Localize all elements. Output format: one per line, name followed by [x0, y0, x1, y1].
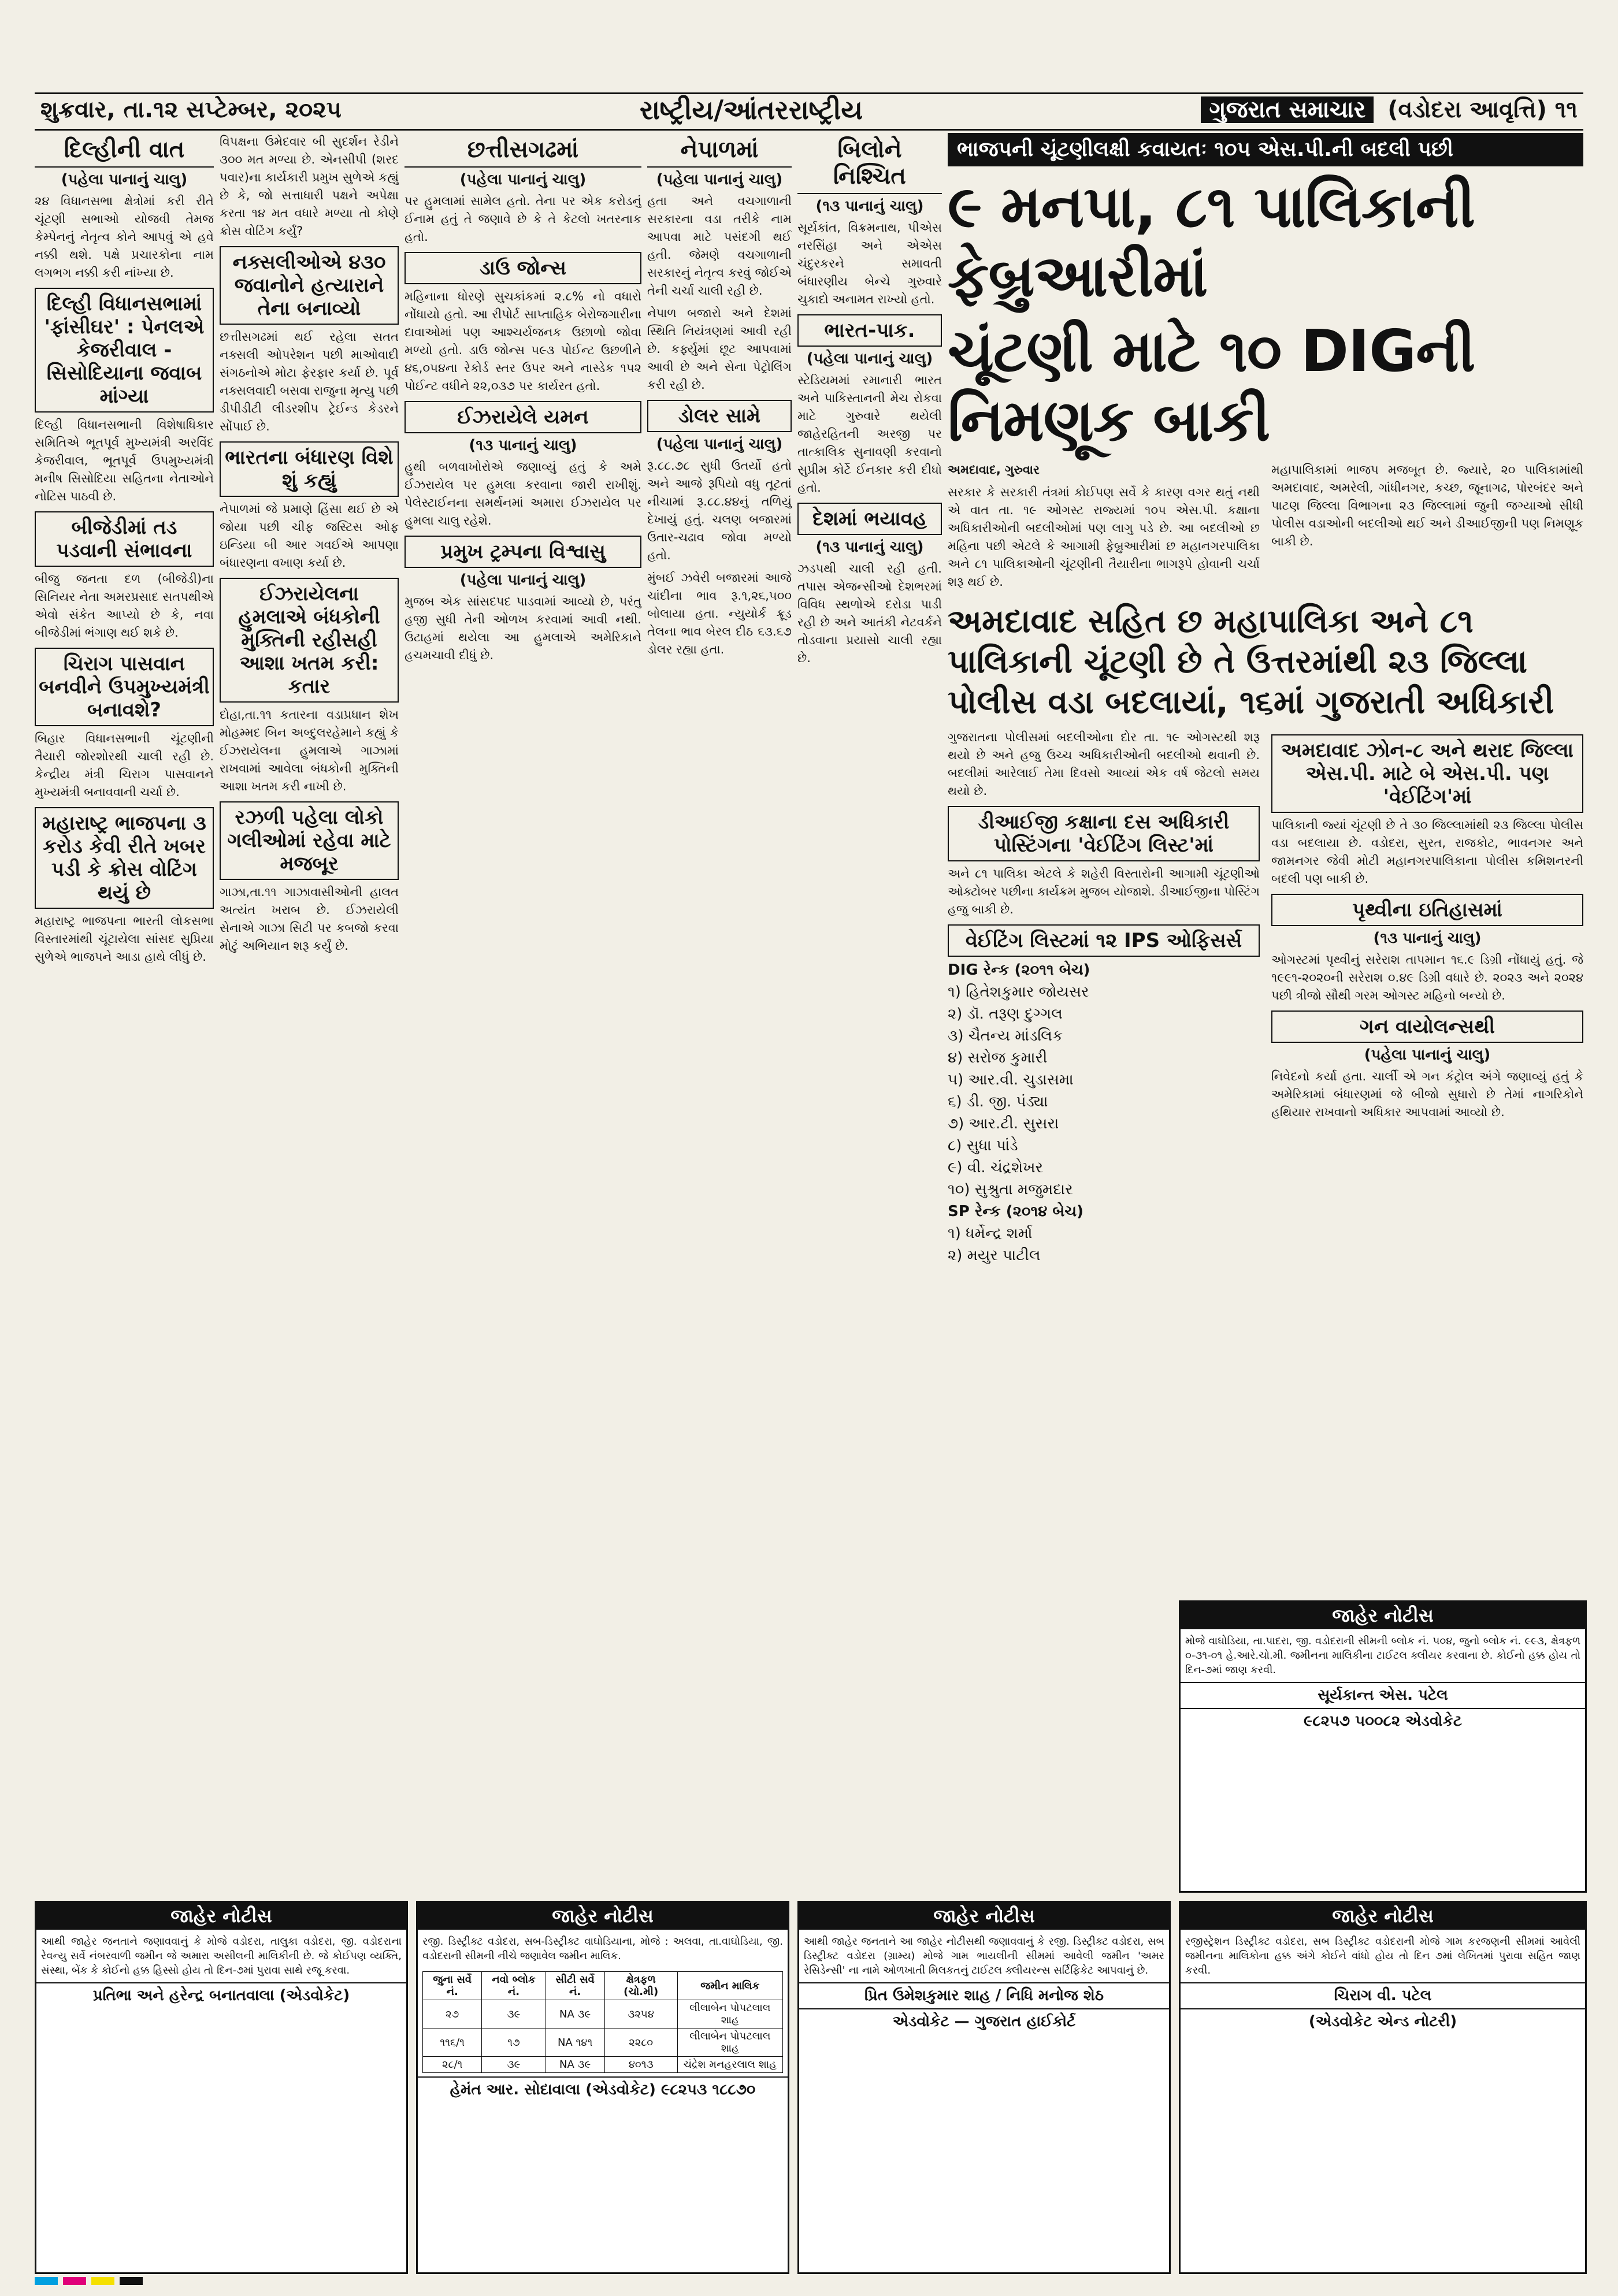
list-item: ૬) ડી. જી. પંડ્યા — [948, 1093, 1048, 1110]
table-cell: ચંદ્રેશ મનહરલાલ શાહ — [677, 2057, 782, 2073]
table-header-cell: નવો બ્લોક નં. — [482, 1972, 545, 2000]
article-text: મહાપાલિકામાં ભાજપ મજબૂત છે. જ્યારે, ૨૦ પાલિકામાંથી અમદાવાદ, અમરેલી, ગાંધીનગર, કચ્છ, જૂનાગઢ, પોરબંદર અને પાટણ જિલ્લા વિભાગના ૨૩ જિલ્લામાં જુની જગ્યાઓ સીધી પોલીસ વડાઓની બદલીઓ થઈ અને ડીઆઈજીની પણ નિમણૂક બાકી છે. — [1271, 463, 1583, 548]
table-cell: ૨૨૮૦ — [604, 2028, 677, 2057]
edition-text: (વડોદરા આવૃત્તિ) ૧૧ — [1387, 96, 1578, 123]
public-notice-5 — [1179, 1901, 1587, 2274]
list-item: ૭) આર.ટી. સુસરા — [948, 1115, 1059, 1132]
table-header-cell: જુના સર્વે નં. — [423, 1972, 482, 2000]
continued-label: (પહેલા પાનાનું ચાલુ) — [656, 436, 783, 453]
lead-story — [948, 133, 1583, 1589]
color-swatch — [91, 2277, 114, 2285]
land-table — [422, 1971, 783, 2073]
lead-column-right-2 — [1271, 729, 1583, 1268]
story-headline: ઈઝરાયેલના હુમલાએ બંધકોની મુક્તિની રહીસહી આશા ખતમ કરી: કતાર — [220, 578, 399, 703]
notice-signature: હેમંત આર. સોદાવાલા (એડવોકેટ) ૯૮૨૫૩ ૧૮૮૭૦ — [418, 2076, 788, 2102]
table-cell: લીલાબેન પોપટલાલ શાહ — [677, 2000, 782, 2028]
list-item: ૮) સુધા પાંડે — [948, 1137, 1018, 1154]
article-text: બિહાર વિધાનસભાની ચૂંટણીની તૈયારી જોરશોરથી ચાલી રહી છે. કેન્દ્રીય મંત્રી ચિરાગ પાસવાનને મુખ્યમંત્રી બનાવવાની ચર્ચા છે. — [35, 731, 214, 799]
table-header-cell: સીટી સર્વે નં. — [545, 1972, 604, 2000]
lead-column-left-2 — [948, 729, 1260, 1268]
column-nepal — [647, 133, 792, 1889]
lead-column-right — [1271, 461, 1583, 596]
table-cell: NA ૩૯ — [545, 2000, 604, 2028]
article-text: દિલ્હી વિધાનસભાની વિશેષાધિકાર સમિતિએ ભૂતપૂર્વ મુખ્યમંત્રી અરવિંદ કેજરીવાલ, ભૂતપૂર્વ ઉપમુખ્યમંત્રી મનીષ સિસોદિયા સહિતના નેતાઓને નોટિસ પાઠવી છે. — [35, 418, 214, 503]
public-notice-2 — [416, 1901, 789, 2274]
article-text: મુંબઈ ઝવેરી બજારમાં આજે ચાંદીના ભાવ રૂ.૧,૨૬,૫૦૦ બોલાયા હતા. ન્યુયોર્ક ક્રૂડ તેલના ભાવ બેરલ દીઠ ૬૩.૬૭ ડોલર રહ્યા હતા. — [647, 571, 792, 656]
story-headline: ડાઉ જોન્સ — [404, 252, 641, 284]
public-notice-1 — [35, 1901, 408, 2274]
table-row — [423, 2028, 783, 2057]
table-header-cell: જમીન માલિક — [677, 1972, 782, 2000]
continued-label: (૧૩ પાનાનું ચાલુ) — [1373, 930, 1482, 947]
article-text: ઝડપથી ચાલી રહી હતી. તપાસ એજન્સીઓ દેશભરમાં વિવિધ સ્થળોએ દરોડા પાડી રહી છે અને આતંકી નેટવર્કને તોડવાના પ્રયાસો ચાલી રહ્યા છે. — [797, 562, 942, 665]
notice-body: આથી જાહેર જનતાને આ જાહેર નોટીસથી જણાવવાનું કે રજી. ડિસ્ટ્રીક્ટ વડોદરા, સબ ડિસ્ટ્રીક્ટ વડોદરા (ગ્રામ્ય) મોજે ગામ ભાયલીની સીમમાં આવેલી જમીન 'અમર રેસિડેન્સી' ના નામે ઓળખાતી મિલકતનું ટાઈટલ ક્લીયરન્સ સર્ટિફિકેટ આપવાનું છે. — [804, 1935, 1164, 1977]
table-cell: NA ૧૪૧ — [545, 2028, 604, 2057]
continued-label: (૧૩ પાનાનું ચાલુ) — [815, 198, 924, 215]
lead-body — [948, 461, 1583, 596]
article-text: અને ૮૧ પાલિકા એટલે કે શહેરી વિસ્તારોની આગામી ચૂંટણીઓ ઓક્ટોબર પછીના કાર્યક્રમ મુજબ યોજાશે. ડીઆઈજીના પોસ્ટિંગ હજુ બાકી છે. — [948, 867, 1260, 916]
column-title: છત્તીસગઢમાં — [404, 133, 641, 168]
color-swatch — [63, 2277, 86, 2285]
article-text: હુથી બળવાખોરોએ જણાવ્યું હતું કે અમે ઈઝરાયેલ પર હુમલા કરવાના જારી રાખીશું. પેલેસ્ટાઈનના સમર્થનમાં અમારા ઈઝરાયેલ પર હુમલા ચાલુ રહેશે. — [404, 460, 641, 527]
dateline: અમદાવાદ, ગુરુવાર — [948, 463, 1040, 477]
dig-rank-heading: DIG રેન્ક (૨૦૧૧ બેચ) — [948, 961, 1090, 979]
story-headline: ડોલર સામે — [647, 400, 792, 432]
notice-title: જાહેર નોટીસ — [418, 1903, 788, 1930]
continued-label: (૧૩ પાનાનું ચાલુ) — [469, 437, 577, 454]
notice-body: રજી. ડિસ્ટ્રીક્ટ વડોદરા, સબ-ડિસ્ટ્રીક્ટ વાઘોડિયાના, મોજે : અલવા, તા.વાઘોડિયા, જી. વડોદરાની સીમની નીચે જણાવેલ જમીન માલિક. — [422, 1935, 783, 1962]
continued-label: (પહેલા પાનાનું ચાલુ) — [459, 571, 587, 589]
notice-title: જાહેર નોટીસ — [799, 1903, 1169, 1930]
continued-label: (પહેલા પાનાનું ચાલુ) — [61, 171, 188, 188]
lead-headline-line2: ચૂંટણી માટે ૧૦ DIGની નિમણૂક બાકી — [948, 317, 1475, 454]
notice-signature: પ્રતિભા અને હરેન્દ્ર બનાતવાલા (એડવોકેટ) — [36, 1982, 406, 2008]
notice-title: જાહેર નોટીસ — [1181, 1903, 1585, 1930]
waiting-list-title: વેઈટિંગ લિસ્ટમાં ૧૨ IPS ઓફિસર્સ — [948, 924, 1260, 957]
public-notice-3 — [797, 1901, 1171, 2274]
story-headline: પ્રમુખ ટ્રમ્પના વિશ્વાસુ — [404, 536, 641, 568]
table-cell: ૨૭ — [423, 2000, 482, 2028]
table-row — [423, 2000, 783, 2028]
article-text: હતા અને વચગાળાની સરકારના વડા તરીકે નામ આપવા માટે પસંદગી થઈ હતી. જેમણે વચગાળાની સરકારનું નેતૃત્વ કરવું જોઈએ તેની ચર્ચા ચાલી રહી છે. — [647, 194, 792, 298]
continued-label: (પહેલા પાનાનું ચાલુ) — [1364, 1046, 1491, 1064]
table-cell: ૪૦૧૩ — [604, 2057, 677, 2073]
table-cell: ૩૯ — [482, 2000, 545, 2028]
story-headline: મહારાષ્ટ્ર ભાજપના ૩ કરોડ કેવી રીતે ખબર પડી કે ક્રોસ વોટિંગ થયું છે — [35, 807, 214, 909]
masthead — [35, 92, 1583, 131]
table-cell: ૧૧૬/૧ — [423, 2028, 482, 2057]
table-cell: લીલાબેન પોપટલાલ શાહ — [677, 2028, 782, 2057]
list-item: ૩) ચૈતન્ય માંડલિક — [948, 1027, 1063, 1045]
notice-body: મોજે વાઘોડિયા, તા.પાદરા, જી. વડોદરાની સીમની બ્લોક નં. ૫૦૪, જુનો બ્લોક નં. ૯૯૩, ક્ષેત્રફળ ૦-૩૧-૦૧ હે.આરે.ચો.મી. જમીનના માલિકીના ટાઈટલ ક્લીયર કરવાના છે. કોઈનો હક્ક હોય તો દિન-૭માં જાણ કરવી. — [1185, 1635, 1580, 1676]
lead-subheadline: અમદાવાદ સહિત છ મહાપાલિકા અને ૮૧ પાલિકાની ચૂંટણી છે તે ઉત્તરમાંથી ૨૩ જિલ્લા પોલીસ વડા બદલાયાં, ૧૬માં ગુજરાતી અધિકારી — [948, 603, 1554, 721]
story-headline: બીજેડીમાં તડ પડવાની સંભાવના — [35, 511, 214, 567]
notice-title: જાહેર નોટીસ — [1181, 1602, 1585, 1629]
article-text: નેપાળમાં જે પ્રમાણે હિંસા થઈ છે એ જોયા પછી ચીફ જસ્ટિસ ઓફ ઇન્ડિયા બી આર ગવઈએ આપણા બંધારણના વખાણ કર્યા છે. — [220, 502, 399, 570]
color-swatch — [35, 2277, 58, 2285]
public-notice-4 — [1179, 1600, 1587, 1893]
notice-body: આથી જાહેર જનતાને જણાવવાનું કે મોજે વડોદરા, તાલુકા વડોદરા, જી. વડોદરાના રેવન્યુ સર્વે નંબરવાળી જમીન જે અમારા અસીલની માલિકીની છે. જે કોઈપણ વ્યક્તિ, સંસ્થા, બેંક કે કોઈનો હક્ક હિસ્સો હોય તો દિન-૭માં પુરાવા સાથે રજૂ કરવા. — [41, 1935, 402, 1977]
story-headline: ચિરાગ પાસવાન બનવીને ઉપમુખ્યમંત્રી બનાવશે? — [35, 648, 214, 726]
notice-phone: ૯૮૨૫૭ ૫૦૦૮૨ એડવોકેટ — [1181, 1708, 1585, 1734]
continued-label: (પહેલા પાનાનું ચાલુ) — [459, 171, 587, 188]
story-headline: અમદાવાદ ઝોન-૮ અને થરાદ જિલ્લા એસ.પી. માટે બે એસ.પી. પણ 'વેઈટિંગ'માં — [1271, 734, 1583, 813]
lead-kicker: ભાજપની ચૂંટણીલક્ષી કવાયતઃ ૧૦૫ એસ.પી.ની બદલી પછી — [948, 133, 1583, 166]
article-text: ૨૪ વિધાનસભા ક્ષેત્રોમાં કરી રીતે ચૂંટણી સભાઓ યોજવી તેમજ કેમ્પેનનું નેતૃત્વ કોને આપવું એ હવે નક્કી થશે. પક્ષે પ્રચારકોના નામ લગભગ નક્કી કરી નાંખ્યા છે. — [35, 194, 214, 280]
notice-signature: સૂર્યકાન્ત એસ. પટેલ — [1181, 1682, 1585, 1708]
column-bilo — [797, 133, 942, 1889]
story-headline: ઈઝરાયેલે યમન — [404, 401, 641, 433]
article-text: સરકાર કે સરકારી તંત્રમાં કોઈપણ સર્વે કે કારણ વગર થતું નથી એ વાત તા. ૧૯ ઓગસ્ટ રાજ્યમાં ૧૦૫ એસ.પી. કક્ષાના અધિકારીઓની બદલીઓમાં પણ લાગુ પડે છે. આ બદલીઓ છ મહિના પછી એટલે કે આગામી ફેબ્રુઆરીમાં છ મહાનગરપાલિકા અને ૮૧ પાલિકાઓની ચૂંટણીની તૈયારીના ભાગરૂપે હોવાની ચર્ચા શરૂ થઈ છે. — [948, 485, 1260, 589]
story-headline: પૃથ્વીના ઇતિહાસમાં — [1271, 894, 1583, 926]
article-text: પર હુમલામાં સામેલ હતો. તેના પર એક કરોડનું ઈનામ હતું તે જણાવે છે કે તે કેટલો ખતરનાક હતો. — [404, 194, 641, 244]
article-text: નિવેદનો કર્યા હતા. ચાર્લી એ ગન કંટ્રોલ અંગે જણાવ્યું હતું કે અમેરિકામાં બંધારણમાં જે બીજો સુધારો છે તેમાં નાગરિકોને હથિયાર રાખવાનો અધિકાર આપવામાં આવ્યો છે. — [1271, 1069, 1583, 1119]
lead-headline-line1: ૯ મનપા, ૮૧ પાલિકાની ફેબ્રુઆરીમાં — [948, 173, 1475, 310]
continued-label: (પહેલા પાનાનું ચાલુ) — [656, 171, 783, 188]
list-item: ૯) વી. ચંદ્રશેખર — [948, 1159, 1043, 1176]
story-headline: ભારત-પાક. — [797, 314, 942, 347]
lead-column-left — [948, 461, 1260, 596]
article-text: ઓગસ્ટમાં પૃથ્વીનું સરેરાશ તાપમાન ૧૬.૯ ડિગ્રી નોંધાયું હતું. જે ૧૯૯૧-૨૦૨૦ની સરેરાશ ૦.૪૯ ડિગ્રી વધારે છે. ૨૦૨૩ અને ૨૦૨૪ પછી ત્રીજો સૌથી ગરમ ઓગસ્ટ મહિનો બન્યો છે. — [1271, 953, 1583, 1002]
newspaper-page — [35, 29, 1583, 2271]
table-cell: ૩૨૫૪ — [604, 2000, 677, 2028]
column-title: નેપાળમાં — [647, 133, 792, 168]
article-text: સૂર્યકાંત, વિક્રમનાથ, પીએસ નરસિંહા અને એએસ ચંદુરકરને સમાવતી બંધારણીય બેન્ચે ગુરુવારે ચુકાદો અનામત રાખ્યો હતો. — [797, 221, 942, 306]
article-text: મહારાષ્ટ્ર ભાજપના ભારતી લોકસભા વિસ્તારમાંથી ચૂંટાયેલા સાંસદ સુપ્રિયા સુળેએ ભાજપને આડા હાથે લીધું છે. — [35, 914, 214, 964]
notice-court: એડવોકેટ — ગુજરાત હાઈકોર્ટ — [799, 2008, 1169, 2034]
article-text: રૂ.૮૮.૭૮ સુધી ઉતર્યો હતો અને આજે રૂપિયો વધુ તૂટતાં નીચામાં રૂ.૮૮.૪૪નું તળિયું દેખાયું હતું. ચલણ બજારમાં ઉતાર-ચઢાવ જોવા મળ્યો હતો. — [647, 459, 792, 562]
article-text: છત્તીસગઢમાં થઈ રહેલા સતત નક્સલી ઓપરેશન પછી માઓવાદી સંગઠનોએ મોટા ફેરફાર કર્યા છે. પૂર્વ નક્સલવાદી બસવા રાજુના મૃત્યુ પછી ડીપીડીટી લીડરશીપ ટ્રેઈન્ડ કેડરને સોંપાઈ છે. — [220, 330, 399, 433]
story-headline: ભારતના બંધારણ વિશે શું કહ્યું — [220, 441, 399, 497]
column-two — [220, 133, 399, 1889]
color-swatch — [120, 2277, 143, 2285]
notice-role: (એડવોકેટ એન્ડ નોટરી) — [1181, 2008, 1585, 2034]
continued-label: (૧૩ પાનાનું ચાલુ) — [815, 538, 924, 556]
list-item: ૧) હિતેશકુમાર જોયસર — [948, 983, 1089, 1001]
story-headline: દેશમાં ભયાવહ — [797, 503, 942, 535]
edition-label — [1201, 96, 1578, 123]
column-delhi — [35, 133, 214, 1889]
notice-body: રજીસ્ટ્રેશન ડિસ્ટ્રીક્ટ વડોદરા, સબ ડિસ્ટ્રીક્ટ વડોદરાની મોજે ગામ કરજણની સીમમાં આવેલી જમીનના માલિકોના હક્ક અંગે કોઈને વાંધો હોય તો દિન ૭માં લેખિતમાં પુરાવા સહિત જાણ કરવી. — [1185, 1935, 1580, 1977]
story-headline: દિલ્હી વિધાનસભામાં 'ફાંસીઘર' : પેનલએ કેજરીવાલ - સિસોદિયાના જવાબ માંગ્યા — [35, 288, 214, 413]
story-headline: નક્સલીઓએ ૪૩૦ જવાનોને હત્યારાને તેના બનાવ્યો — [220, 246, 399, 325]
article-text: મહિનાના ધોરણે સુચકાંકમાં ૨.૮% નો વધારો નોંધાયો હતો. આ રીપોર્ટ સાપ્તાહિક બેરોજગારીના દાવાઓમાં પણ આશ્ચર્યજનક ઉછાળો જોવા મળ્યો હતો. ડાઉ જોન્સ ૫૯૩ પોઈન્ટ ઉછળીને ૪૬,૦૫૪ના રેકોર્ડ સ્તર ઉપર અને નાસ્ડેક ૧૫૨ પોઈન્ટ વધીને ૨૨,૦૩૭ પર કાર્યરત હતો. — [404, 289, 641, 393]
article-text: ગાઝા,તા.૧૧ ગાઝાવાસીઓની હાલત અત્યંત ખરાબ છે. ઈઝરાયેલી સેનાએ ગાઝા સિટી પર કબજો કરવા મોટું અભિયાન શરૂ કર્યું છે. — [220, 885, 399, 953]
dig-list — [948, 982, 1260, 1199]
list-item: ૨) ડૉ. તરૂણ દુગ્ગલ — [948, 1005, 1063, 1023]
table-row — [423, 2057, 783, 2073]
column-chhattisgarh — [404, 133, 641, 1889]
story-headline: ડીઆઈજી કક્ષાના દસ અધિકારી પોસ્ટિંગના 'વેઈટિંગ લિસ્ટ'માં — [948, 806, 1260, 861]
table-header-cell: ક્ષેત્રફળ (ચો.મી) — [604, 1972, 677, 2000]
notice-title: જાહેર નોટીસ — [36, 1903, 406, 1930]
article-text: વિપક્ષના ઉમેદવાર બી સુદર્શન રેડીને ૩૦૦ મત મળ્યા છે. એનસીપી (શરદ પવાર)ના કાર્યકારી પ્રમુખ સુળેએ કહ્યું છે કે, જો સત્તાધારી પક્ષને અપેક્ષા કરતા ૧૪ મત વધારે મળ્યા તો કોણે ક્રોસ વોટિંગ કર્યું? — [220, 135, 399, 238]
list-item: ૨) મયુર પાટીલ — [948, 1247, 1041, 1264]
column-title: દિલ્હીની વાત — [35, 133, 214, 168]
list-item: ૧૦) સુશ્રુતા મજુમદાર — [948, 1181, 1073, 1198]
article-text: મુજબ એક સાંસદપદ પાડવામાં આવ્યો છે, પરંતુ હજી સુધી તેની ઓળખ કરવામાં આવી નથી. ઉટાહમાં થયેલા આ હુમલાએ અમેરિકાને હચમચાવી દીધું છે. — [404, 595, 641, 662]
article-text: પાલિકાની જ્યાં ચૂંટણી છે તે ૩૦ જિલ્લામાંથી ૨૩ જિલ્લા પોલીસ વડા બદલાયા છે. વડોદરા, સુરત, રાજકોટ, ભાવનગર અને જામનગર જેવી મોટી મહાનગરપાલિકાના પોલીસ કમિશનરની બદલી પણ બાકી છે. — [1271, 818, 1583, 886]
article-text: ગુજરાતના પોલીસમાં બદલીઓના દોર તા. ૧૯ ઓગસ્ટથી શરૂ થયો છે અને હજુ ઉચ્ચ અધિકારીઓની બદલીઓ થવાની છે. બદલીમાં આરેલાઈ તેમા દિવસો આવ્યાં એક વર્ષ જેટલો સમય થયો છે. — [948, 730, 1260, 798]
table-header-row — [423, 1972, 783, 2000]
sp-rank-heading: SP રેન્ક (૨૦૧૪ બેચ) — [948, 1203, 1083, 1220]
article-text: સ્ટેડિયમમાં રમાનારી ભારત અને પાકિસ્તાનની મેચ રોકવા માટે ગુરુવારે થયેલી જાહેરહિતની અરજી પર તાત્કાલિક સુનાવણી કરવાનો સુપ્રીમ કોર્ટે ઈનકાર કરી દીધો હતો. — [797, 373, 942, 495]
table-cell: NA ૩૯ — [545, 2057, 604, 2073]
color-registration-bar — [35, 2276, 1583, 2286]
list-item: ૪) સરોજ કુમારી — [948, 1049, 1048, 1067]
newspaper-logo: ગુજરાત સમાચાર — [1201, 96, 1374, 123]
table-cell: ૨૮/૧ — [423, 2057, 482, 2073]
notice-signature: પ્રિત ઉમેશકુમાર શાહ / નિધિ મનોજ શેઠ — [799, 1982, 1169, 2008]
list-item: ૫) આર.વી. ચુડાસમા — [948, 1071, 1074, 1088]
column-title: બિલોને નિશ્ચિત — [797, 133, 942, 194]
table-cell: ૩૯ — [482, 2057, 545, 2073]
story-headline: ગન વાયોલન્સથી — [1271, 1010, 1583, 1043]
issue-date: શુક્રવાર, તા.૧૨ સપ્ટેમ્બર, ૨૦૨૫ — [40, 96, 342, 123]
notice-signature: ચિરાગ વી. પટેલ — [1181, 1982, 1585, 2008]
article-text: બીજુ જનતા દળ (બીજેડી)ના સિનિયર નેતા અમરપ્રસાદ સતપથીએ એવો સંકેત આપ્યો છે કે, નવા બીજેડીમાં ભંગાણ થઈ શકે છે. — [35, 572, 214, 640]
table-cell: ૧૭ — [482, 2028, 545, 2057]
article-text: નેપાળ બજારો અને દેશમાં સ્થિતિ નિયંત્રણમાં આવી રહી છે. કર્ફ્યુમાં છૂટ આપવામાં આવી છે અને સેના પેટ્રોલિંગ કરી રહી છે. — [647, 306, 792, 392]
section-title: રાષ્ટ્રીય/આંતરરાષ્ટ્રીય — [639, 94, 863, 125]
list-item: ૧) ધર્મેન્દ્ર શર્મા — [948, 1225, 1033, 1242]
lead-body-2 — [948, 729, 1583, 1268]
continued-label: (પહેલા પાનાનું ચાલુ) — [806, 350, 933, 367]
story-headline: રઝળી પહેલા લોકો ગલીઓમાં રહેવા માટે મજબૂર — [220, 801, 399, 880]
article-text: દોહા,તા.૧૧ કતારના વડાપ્રધાન શેખ મોહમ્મદ બિન અબ્દુલરહેમાને કહ્યું કે ઈઝરાયેલના હુમલાએ ગાઝામાં રાખવામાં આવેલા બંધકોની મુક્તિની આશા ખતમ કરી નાખી છે. — [220, 708, 399, 793]
